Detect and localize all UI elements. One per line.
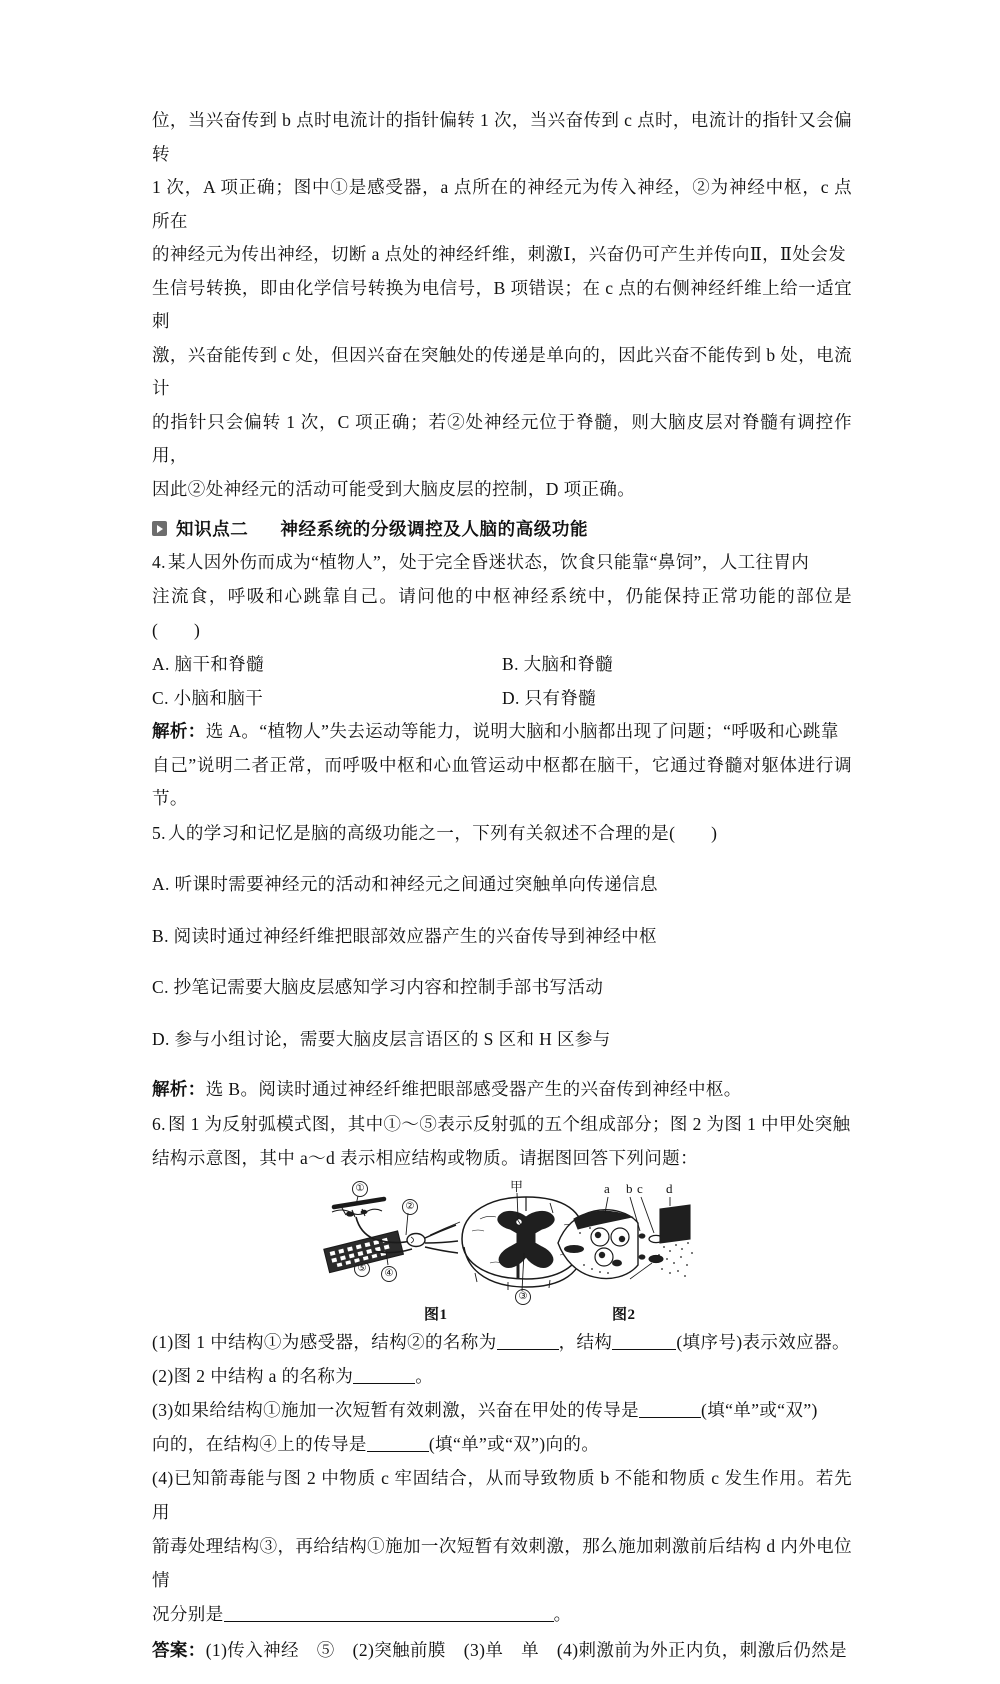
figure1-label-5: ⑤ bbox=[354, 1261, 370, 1277]
sub-question-1-text-c: (填序号)表示效应器。 bbox=[676, 1331, 850, 1352]
sub-question-4-line-1 bbox=[152, 1461, 852, 1529]
option-B-key: B. bbox=[152, 925, 169, 946]
option-C-text: 小脑和脑干 bbox=[173, 688, 264, 708]
sub-question-3-text-b: (填“单”或“双”) bbox=[701, 1399, 818, 1420]
question-4-number: 4. bbox=[152, 552, 166, 572]
knowledge-point-title: 神经系统的分级调控及人脑的高级功能 bbox=[280, 519, 589, 539]
sub-question-3-text-d: (填“单”或“双”)向的。 bbox=[428, 1433, 600, 1454]
question-6 bbox=[152, 1107, 852, 1667]
reflex-arc-diagram-svg bbox=[312, 1178, 692, 1303]
question-4-options-row-2 bbox=[152, 681, 852, 715]
question-5-option-D[interactable] bbox=[152, 1022, 852, 1056]
question-4-stem-text: 某人因外伤而成为“植物人”，处于完全昏迷状态，饮食只能靠“鼻饲”，人工往胃内 bbox=[167, 552, 810, 572]
answer-blank[interactable] bbox=[224, 1621, 554, 1622]
answer-row bbox=[152, 1633, 852, 1667]
option-B-text: 大脑和脊髓 bbox=[523, 654, 614, 674]
question-5-stem bbox=[152, 816, 852, 850]
question-6-stem-line-1 bbox=[152, 1107, 852, 1141]
sub-question-3-line-2 bbox=[152, 1427, 852, 1461]
question-6-stem-text: 图 1 为反射弧模式图，其中①～⑤表示反射弧的五个组成部分；图 2 为图 1 中甲处突触 bbox=[167, 1113, 851, 1134]
sub-question-2-text-a: 图 2 中结构 a 的名称为 bbox=[173, 1365, 354, 1386]
explanation-line: 激，兴奋能传到 c 处，但因兴奋在突触处的传递是单向的，因此兴奋不能传到 b 处，电流计 bbox=[152, 344, 852, 398]
figure-1-caption: 图1 bbox=[424, 1306, 448, 1323]
sub-question-1-text-a: 图 1 中结构①为感受器，结构②的名称为 bbox=[173, 1331, 497, 1352]
sub-question-4-text-4: 。 bbox=[553, 1603, 572, 1624]
sub-question-1 bbox=[152, 1325, 852, 1359]
option-D-key: D. bbox=[502, 688, 520, 708]
figure1-label-4: ④ bbox=[381, 1266, 397, 1282]
explanation-line: 的指针只会偏转 1 次，C 项正确；若②处神经元位于脊髓，则大脑皮层对脊髓有调控作用， bbox=[152, 411, 852, 465]
answer-text: (1)传入神经 ⑤ (2)突触前膜 (3)单 单 (4)刺激前为外正内负，刺激后仍然是 bbox=[205, 1639, 848, 1660]
sub-question-2 bbox=[152, 1359, 852, 1393]
sub-question-3-number: (3) bbox=[152, 1399, 174, 1420]
sub-question-4-text-3: 况分别是 bbox=[152, 1603, 224, 1624]
option-A-text: 听课时需要神经元的活动和神经元之间通过突触单向传递信息 bbox=[174, 874, 658, 894]
sub-question-4-line-2: 箭毒处理结构③，再给结构①施加一次短暂有效刺激，那么施加刺激前后结构 d 内外电位情 bbox=[152, 1535, 852, 1590]
option-D[interactable] bbox=[502, 681, 852, 715]
sub-question-1-number: (1) bbox=[152, 1331, 174, 1352]
answer-blank[interactable] bbox=[497, 1349, 559, 1350]
sub-question-3-line-1 bbox=[152, 1393, 852, 1427]
figure-captions bbox=[312, 1305, 692, 1325]
reflex-arc-figure bbox=[312, 1178, 692, 1303]
explanation-top-block bbox=[152, 104, 852, 506]
question-5-option-B[interactable] bbox=[152, 919, 852, 953]
sub-question-3-text-c: 向的，在结构④上的传导是 bbox=[152, 1433, 367, 1454]
knowledge-point-header bbox=[152, 516, 852, 541]
figure1-label-2: ② bbox=[402, 1199, 418, 1215]
question-5-stem-text: 人的学习和记忆是脑的高级功能之一，下列有关叙述不合理的是( ) bbox=[167, 822, 718, 843]
sub-question-3-text-a: 如果给结构①施加一次短暂有效刺激，兴奋在甲处的传导是 bbox=[173, 1399, 640, 1420]
option-A[interactable] bbox=[152, 647, 502, 681]
question-4 bbox=[152, 545, 852, 816]
option-B[interactable] bbox=[502, 647, 852, 681]
figure1-label-1: ① bbox=[352, 1181, 368, 1197]
explanation-line: 因此②处神经元的活动可能受到大脑皮层的控制，D 项正确。 bbox=[152, 478, 636, 499]
explanation-line: 1 次，A 项正确；图中①是感受器，a 点所在的神经元为传入神经，②为神经中枢，c 点所在 bbox=[152, 177, 852, 231]
option-D-key: D. bbox=[152, 1028, 170, 1049]
page-content bbox=[152, 104, 852, 1684]
explanation-text: 选 A。“植物人”失去运动等能力，说明大脑和小脑都出现了问题；“呼吸和心跳靠 bbox=[205, 721, 839, 741]
question-4-explanation-line-2: 自己”说明二者正常，而呼吸中枢和心血管运动中枢都在脑干，它通过脊髓对躯体进行调节。 bbox=[152, 754, 852, 808]
question-5 bbox=[152, 816, 852, 1107]
sub-question-2-number: (2) bbox=[152, 1365, 174, 1386]
option-D-text: 只有脊髓 bbox=[524, 688, 597, 708]
answer-blank[interactable] bbox=[353, 1383, 415, 1384]
figure1-label-jia: 甲 bbox=[510, 1178, 524, 1194]
reflex-arc-figure-wrap bbox=[152, 1178, 852, 1303]
option-A-text: 脑干和脊髓 bbox=[174, 654, 265, 674]
figure1-label-3: ③ bbox=[515, 1289, 531, 1305]
figure2-label-c: c bbox=[637, 1180, 643, 1196]
explanation-line: 生信号转换，即由化学信号转换为电信号，B 项错误；在 c 点的右侧神经纤维上给一适宜刺 bbox=[152, 277, 852, 331]
figure2-label-a: a bbox=[604, 1180, 610, 1196]
figure2-label-d: d bbox=[666, 1180, 673, 1196]
option-C[interactable] bbox=[152, 681, 502, 715]
question-5-option-A[interactable] bbox=[152, 867, 852, 901]
answer-blank[interactable] bbox=[367, 1451, 429, 1452]
explanation-line: 位，当兴奋传到 b 点时电流计的指针偏转 1 次，当兴奋传到 c 点时，电流计的指针又会偏转 bbox=[152, 110, 852, 164]
sub-question-4-text-1: 已知箭毒能与图 2 中物质 c 牢固结合，从而导致物质 b 不能和物质 c 发生作用。若先用 bbox=[152, 1467, 852, 1522]
sub-question-4-line-3 bbox=[152, 1597, 852, 1631]
option-C-key: C. bbox=[152, 688, 169, 708]
explanation-line: 的神经元为传出神经，切断 a 点处的神经纤维，刺激Ⅰ，兴奋仍可产生并传向Ⅱ，Ⅱ处会发 bbox=[152, 244, 847, 264]
answer-blank[interactable] bbox=[612, 1349, 676, 1350]
sub-question-4-number: (4) bbox=[152, 1467, 174, 1488]
sub-question-2-text-b: 。 bbox=[415, 1365, 434, 1386]
question-4-explanation-line-1 bbox=[152, 715, 852, 749]
option-B-key: B. bbox=[502, 654, 519, 674]
question-4-options-row-1 bbox=[152, 647, 852, 681]
question-4-stem-line-1 bbox=[152, 545, 852, 579]
play-triangle-icon bbox=[152, 521, 167, 536]
sub-question-1-text-b: ，结构 bbox=[558, 1331, 613, 1352]
option-C-key: C. bbox=[152, 977, 169, 997]
knowledge-point-label: 知识点二 bbox=[176, 519, 249, 539]
answer-label: 答案： bbox=[152, 1639, 206, 1660]
question-6-number: 6. bbox=[152, 1113, 166, 1134]
option-A-key: A. bbox=[152, 654, 170, 674]
question-5-explanation bbox=[152, 1073, 852, 1107]
answer-blank[interactable] bbox=[639, 1417, 701, 1418]
option-A-key: A. bbox=[152, 874, 170, 894]
option-C-text: 抄笔记需要大脑皮层感知学习内容和控制手部书写活动 bbox=[173, 977, 604, 997]
explanation-label: 解析： bbox=[152, 1079, 206, 1099]
explanation-label: 解析： bbox=[152, 721, 206, 741]
question-5-number: 5. bbox=[152, 822, 166, 843]
option-B-text: 阅读时通过神经纤维把眼部效应器产生的兴奋传导到神经中枢 bbox=[173, 925, 657, 946]
question-5-option-C[interactable] bbox=[152, 970, 852, 1004]
question-4-stem-line-2: 注流食，呼吸和心跳靠自己。请问他的中枢神经系统中，仍能保持正常功能的部位是( ) bbox=[152, 586, 852, 640]
figure-2-caption: 图2 bbox=[612, 1306, 636, 1323]
figure2-label-b: b bbox=[626, 1180, 633, 1196]
question-6-stem-line-2: 结构示意图，其中 a～d 表示相应结构或物质。请据图回答下列问题： bbox=[152, 1147, 698, 1168]
explanation-text: 选 B。阅读时通过神经纤维把眼部感受器产生的兴奋传到神经中枢。 bbox=[205, 1079, 742, 1099]
option-D-text: 参与小组讨论，需要大脑皮层言语区的 S 区和 H 区参与 bbox=[174, 1028, 611, 1049]
